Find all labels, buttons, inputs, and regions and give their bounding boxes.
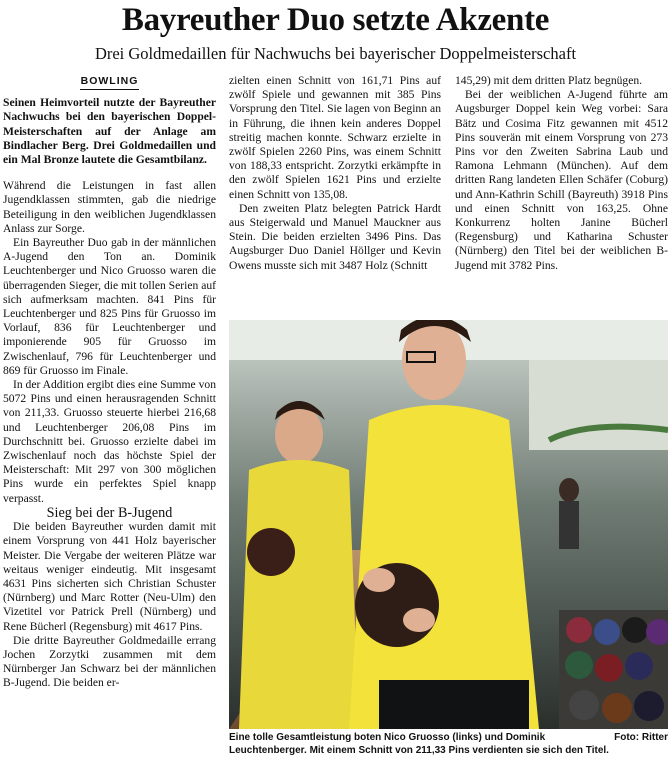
- caption-text: Eine tolle Gesamtleistung boten Nico Gruosso (links) und Dominik Leuchtenberger. Mit einem Schnitt von 211,33 Pins verdienten sie sich den Titel.: [229, 732, 609, 756]
- paragraph: Während die Leistungen in fast allen Jugendklassen stimmten, gab die niedrige Beteiligung in den weiblichen Jugendklassen Anlass zur Sorge.: [3, 179, 216, 235]
- photo-caption: [229, 731, 668, 757]
- bowling-photo-illustration: [229, 320, 668, 729]
- paragraph: Ein Bayreuther Duo gab in der männlichen A-Jugend den Ton an. Dominik Leuchtenberger und Nico Gruosso waren die überragenden Sieger, die mit tollen Serien auf sich aufmerksam machten. 841 Pins für Leuchtenberger und 825 Pins für Gruosso im Vorlauf, 836 für Leuchtenberger und imponierende 905 für Gruosso im Zwischenlauf, 796 für Leuchtenberger und 869 für Gruosso im Finale.: [3, 236, 216, 377]
- paragraph: In der Addition ergibt dies eine Summe von 5072 Pins und einen herausragenden Schnitt von 211,33. Gruosso steuerte hierbei 216,68 und Leuchtenberger 206,08 Pins im Durchschnitt bei. Gruosso erzielte dabei im Zwischenlauf noch das höchste Spiel der Meisterschaft: Mit 297 von 300 möglichen Pins wurde ein perfektes Spiel knapp verpasst.: [3, 378, 216, 505]
- column-3: [455, 74, 668, 273]
- lead-paragraph: Seinen Heimvorteil nutzte der Bayreuther Nachwuchs bei den bayerischen Doppel-Meisterschaften auf der Anlage am Bindlacher Berg. Drei Goldmedaillen und ein Mal Bronze lautete die Gesamtbilanz.: [3, 96, 216, 167]
- paragraph: Die dritte Bayreuther Goldmedaille errang Jochen Zorzytki zusammen mit dem Nürnberger Jan Schwarz bei der männlichen B-Jugend. Die beiden er-: [3, 633, 216, 690]
- kicker: BOWLING: [80, 74, 140, 90]
- paragraph: zielten einen Schnitt von 161,71 Pins auf zwölf Spiele und gewannen mit 385 Pins Vorsprung den Titel. Sie lagen von Beginn an in Führung, die ihnen kein anderes Doppel streitig machen konnte. Schwarz erzielte in zwölf Spielen 2260 Pins, was einem Schnitt von 188,33 entspricht. Zorzytki erkämpfte in den zwölf Spielen 1621 Pins und erzielte einen Schnitt von 135,08.: [229, 74, 441, 201]
- photo-credit: Foto: Ritter: [614, 732, 668, 743]
- headline: Bayreuther Duo setzte Akzente: [121, 2, 550, 38]
- bowling-photo: [229, 320, 668, 729]
- paragraph: Die beiden Bayreuther wurden damit mit einem Vorsprung von 441 Holz bayerischer Meister. Die Vergabe der weiteren Plätze war weitaus weniger eindeutig. Mit insgesamt 4631 Pins sicherten sich Christian Schuster (Nürnberg) und Marc Rotter (Neu-Ulm) den Vizetitel vor Patrick Prell (Nürnberg) und Rene Bücherl (Regensburg) mit 4617 Pins.: [3, 520, 216, 633]
- subheadline: Drei Goldmedaillen für Nachwuchs bei bayerischer Doppelmeisterschaft: [94, 44, 577, 63]
- section-subtitle: Sieg bei der B-Jugend: [46, 504, 173, 521]
- column-2: [229, 74, 441, 273]
- paragraph: Bei der weiblichen A-Jugend führte am Augsburger Doppel kein Weg vorbei: Sara Bätz und Cosima Fitz gewannen mit 4512 Pins souverän mit einem Vorsprung von 273 Pins vor den Zweiten Sabrina Laub und Ramona Lehmann (München). Auf dem dritten Rang landeten Ellen Schäfer (Coburg) und Ann-Kathrin Schill (Bayreuth) 3918 Pins und einen Schnitt von 163,25. Ohne Konkurrenz holten Janine Bücherl (Regensburg) und Katharina Schuster (Nürnberg) den Titel bei der weiblichen B-Jugend mit 3782 Pins.: [455, 88, 668, 272]
- paragraph: 145,29) mit dem dritten Platz begnügen.: [455, 74, 643, 87]
- column-1: [3, 74, 216, 691]
- paragraph: Den zweiten Platz belegten Patrick Hardt aus Steigerwald und Manuel Mauckner aus Stein. Die beiden erzielten 3496 Pins. Das Augsburger Duo Daniel Höllger und Kevin Owens musste sich mit 3487 Holz (Schnitt: [229, 201, 441, 272]
